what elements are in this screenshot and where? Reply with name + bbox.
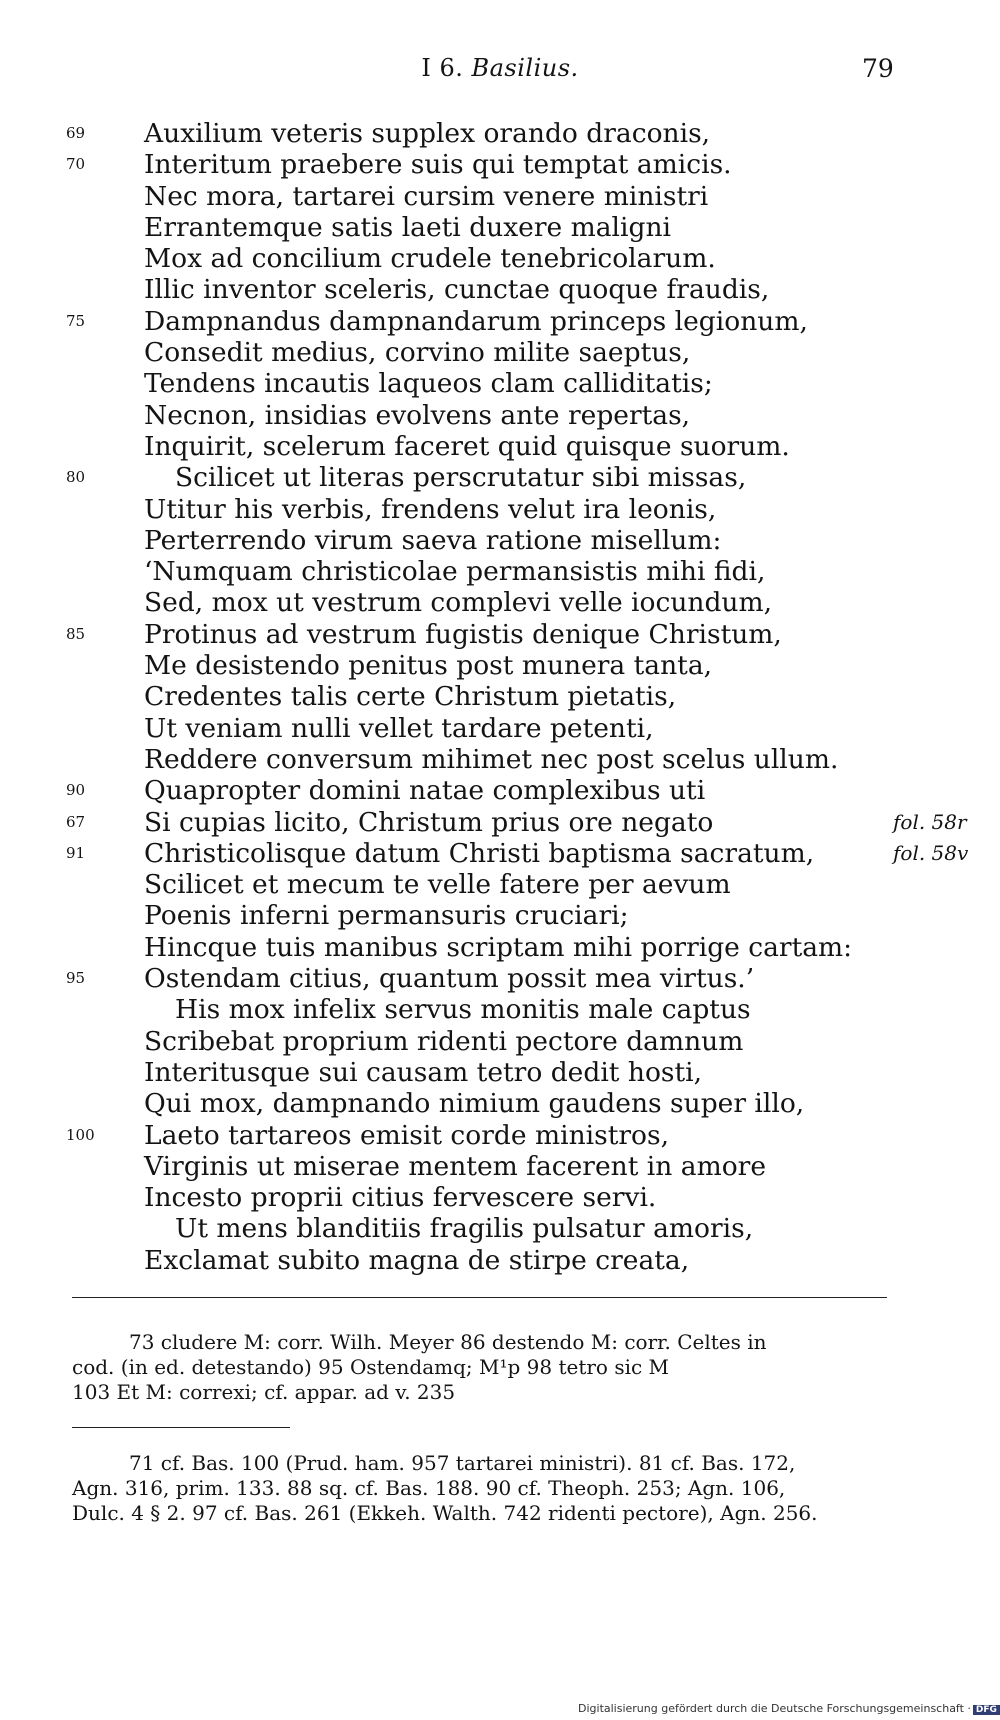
verse-line <box>0 963 1000 994</box>
verse-line-number: 80 <box>66 468 86 487</box>
reference-line: Dulc. 4 § 2. 97 cf. Bas. 261 (Ekkeh. Walth. 742 ridenti pectore), Agn. 256. <box>72 1501 818 1525</box>
verse-line <box>0 775 1000 806</box>
verse-text: Reddere conversum mihimet nec post scelus ullum. <box>144 743 839 775</box>
apparatus-line: 73 cludere M: corr. Wilh. Meyer 86 destendo M: corr. Celtes in <box>129 1330 767 1354</box>
apparatus-line: 103 Et M: correxi; cf. appar. ad v. 235 <box>72 1380 456 1404</box>
verse-line-number: 90 <box>66 781 86 800</box>
verse-line <box>0 243 1000 274</box>
verse-text: Inquirit, scelerum faceret quid quisque suorum. <box>144 430 790 462</box>
verse-text: Consedit medius, corvino milite saeptus, <box>144 337 691 369</box>
running-header <box>0 54 1000 94</box>
verse-text: Nec mora, tartarei cursim venere ministri <box>144 180 709 212</box>
verse-line <box>0 744 1000 775</box>
verse-text: Scilicet ut literas perscrutatur sibi missas, <box>175 462 747 494</box>
verse-line-number: 85 <box>66 624 86 643</box>
verse-text: Poenis inferni permansuris cruciari; <box>144 900 629 932</box>
critical-apparatus <box>72 1330 892 1405</box>
verse-line <box>0 1182 1000 1213</box>
verse-line <box>0 306 1000 337</box>
verse-line <box>0 494 1000 525</box>
credit-text: Digitalisierung gefördert durch die Deutsche Forschungsgemeinschaft · <box>578 1702 971 1715</box>
reference-line: 71 cf. Bas. 100 (Prud. ham. 957 tartarei ministri). 81 cf. Bas. 172, <box>129 1451 796 1475</box>
footnote-rule <box>72 1297 887 1298</box>
folio-marker: fol. 58r <box>893 809 967 834</box>
running-title <box>0 54 1000 82</box>
verse-line <box>0 431 1000 462</box>
verse-text: Virginis ut miserae mentem facerent in amore <box>144 1150 766 1182</box>
verse-text: Perterrendo virum saeva ratione misellum: <box>144 524 722 556</box>
verse-line-number: 69 <box>66 124 86 142</box>
verse-block <box>0 118 1000 1276</box>
verse-text: Hincque tuis manibus scriptam mihi porrige cartam: <box>144 931 853 963</box>
verse-text: Me desistendo penitus post munera tanta, <box>144 650 713 682</box>
folio-marker: fol. 58v <box>893 840 969 865</box>
verse-text: Qui mox, dampnando nimium gaudens super illo, <box>144 1088 805 1120</box>
verse-text: Exclamat subito magna de stirpe creata, <box>144 1244 690 1276</box>
verse-text: Illic inventor sceleris, cunctae quoque fraudis, <box>144 274 770 306</box>
verse-line <box>0 525 1000 556</box>
verse-text: Christicolisque datum Christi baptisma sacratum, <box>144 837 815 869</box>
verse-line <box>0 994 1000 1025</box>
digitization-credit <box>578 1702 1000 1715</box>
verse-line <box>0 1057 1000 1088</box>
verse-text: Scilicet et mecum te velle fatere per aevum <box>144 869 731 901</box>
verse-text: Ut veniam nulli vellet tardare petenti, <box>144 712 654 744</box>
verse-line-number: 70 <box>66 155 86 174</box>
verse-line-number: 75 <box>66 311 86 330</box>
verse-line <box>0 650 1000 681</box>
parallel-references <box>72 1451 892 1526</box>
verse-text: Interitum praebere suis qui temptat amicis. <box>144 149 732 181</box>
verse-text: Quapropter domini natae complexibus uti <box>144 775 706 807</box>
verse-line <box>0 1026 1000 1057</box>
verse-text: Protinus ad vestrum fugistis denique Christum, <box>144 618 782 650</box>
verse-line <box>0 1213 1000 1244</box>
verse-line <box>0 1245 1000 1276</box>
verse-line <box>0 274 1000 305</box>
verse-text: Dampnandus dampnandarum princeps legionum, <box>144 305 808 337</box>
reference-line: Agn. 316, prim. 133. 88 sq. cf. Bas. 188. 90 cf. Theoph. 253; Agn. 106, <box>72 1476 786 1500</box>
verse-text: Auxilium veteris supplex orando draconis, <box>144 118 711 149</box>
verse-text: His mox infelix servus monitis male captus <box>175 994 751 1026</box>
verse-line <box>0 838 1000 869</box>
verse-line <box>0 807 1000 838</box>
verse-line <box>0 462 1000 493</box>
verse-line <box>0 932 1000 963</box>
verse-text: Interitusque sui causam tetro dedit hosti, <box>144 1056 703 1088</box>
verse-text: Incesto proprii citius fervescere servi. <box>144 1182 657 1214</box>
verse-text: Utitur his verbis, frendens velut ira leonis, <box>144 493 717 525</box>
verse-line-number: 100 <box>66 1125 95 1144</box>
verse-line-number: 67 <box>66 812 86 831</box>
verse-line <box>0 212 1000 243</box>
verse-line <box>0 587 1000 618</box>
verse-text: Mox ad concilium crudele tenebricolarum. <box>144 243 716 275</box>
dfg-logo: DFG <box>973 1705 1000 1715</box>
verse-line <box>0 1151 1000 1182</box>
verse-line <box>0 1088 1000 1119</box>
page-number: 79 <box>862 54 894 83</box>
verse-line <box>0 400 1000 431</box>
verse-line <box>0 900 1000 931</box>
verse-line <box>0 181 1000 212</box>
verse-line <box>0 1120 1000 1151</box>
verse-text: Ut mens blanditiis fragilis pulsatur amoris, <box>175 1213 754 1245</box>
verse-line <box>0 713 1000 744</box>
verse-line <box>0 619 1000 650</box>
verse-text: Credentes talis certe Christum pietatis, <box>144 681 677 713</box>
verse-text: Errantemque satis laeti duxere maligni <box>144 211 672 243</box>
verse-line <box>0 869 1000 900</box>
verse-text: ‘Numquam christicolae permansistis mihi fidi, <box>144 556 766 588</box>
verse-text: Tendens incautis laqueos clam calliditatis; <box>144 368 713 400</box>
verse-line-number: 95 <box>66 969 86 988</box>
apparatus-line: cod. (in ed. detestando) 95 Ostendamq; M¹p 98 tetro sic M <box>72 1355 670 1379</box>
verse-line <box>0 337 1000 368</box>
verse-text: Scribebat proprium ridenti pectore damnum <box>144 1025 744 1057</box>
verse-line <box>0 149 1000 180</box>
verse-line <box>0 118 1000 149</box>
verse-line <box>0 556 1000 587</box>
verse-text: Sed, mox ut vestrum complevi velle iocundum, <box>144 587 773 619</box>
verse-text: Si cupias licito, Christum prius ore negato <box>144 806 714 838</box>
verse-line <box>0 681 1000 712</box>
running-title-name: Basilius. <box>471 54 579 82</box>
verse-text: Laeto tartareos emisit corde ministros, <box>144 1119 670 1151</box>
verse-line <box>0 368 1000 399</box>
verse-text: Ostendam citius, quantum possit mea virtus.’ <box>144 963 755 995</box>
running-title-prefix: I 6. <box>421 54 472 82</box>
verse-text: Necnon, insidias evolvens ante repertas, <box>144 399 691 431</box>
verse-line-number: 91 <box>66 843 86 862</box>
footnote-short-rule <box>72 1427 290 1428</box>
